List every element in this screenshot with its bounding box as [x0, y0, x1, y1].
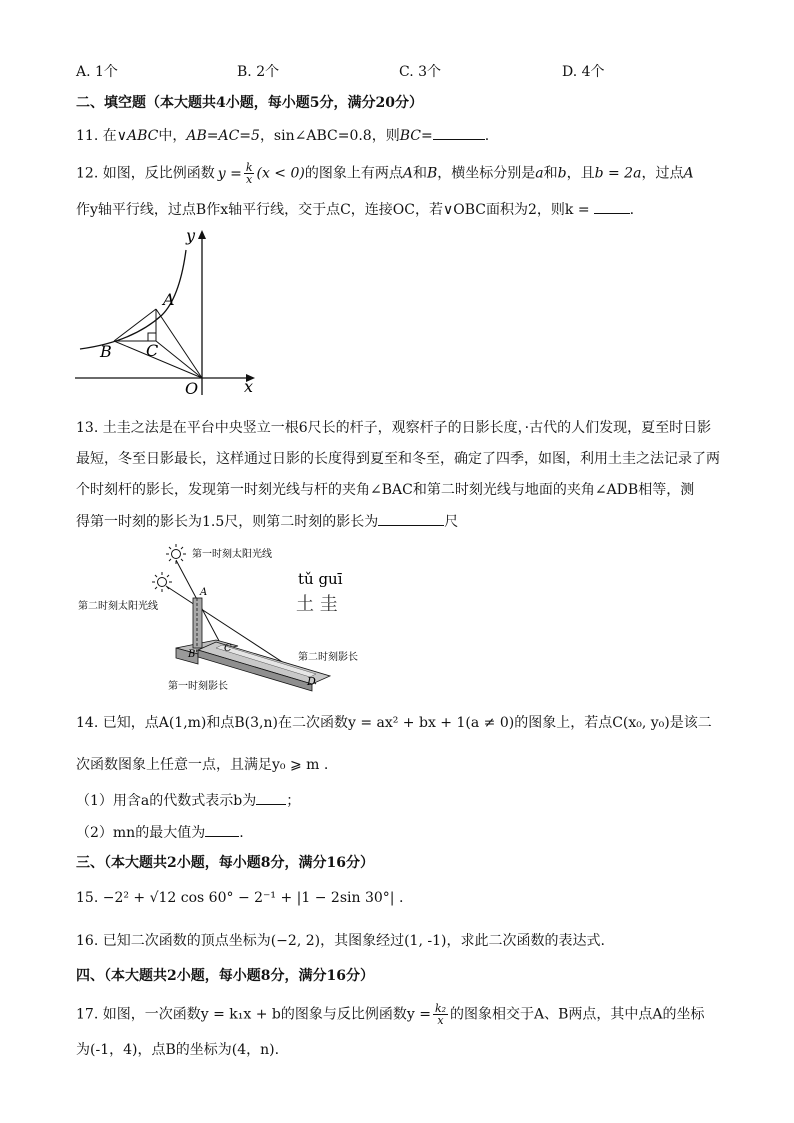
fig12-label-o: O — [185, 379, 199, 398]
q17-fraction — [433, 1003, 448, 1026]
figure-13 — [76, 536, 396, 701]
fig13-sun1-label: 第一时刻太阳光线 — [192, 549, 272, 560]
q17-frac-den: x — [437, 1014, 444, 1027]
q12-text-b: 的图象上有两点 — [304, 165, 403, 182]
q13-answer-blank[interactable] — [378, 511, 444, 526]
q11-mid2: ，sin∠ABC=0.8，则 — [259, 128, 400, 144]
q12-var-a: a — [535, 165, 544, 182]
q14-sub2-tail: . — [239, 825, 244, 841]
fig13-shadow2-label: 第二时刻影长 — [298, 652, 358, 663]
fig13-sun2-label: 第二时刻太阳光线 — [78, 601, 158, 612]
fig12-right-angle — [148, 333, 156, 341]
choice-c: C. 3个 — [399, 64, 442, 80]
q12-point-b: B — [426, 165, 438, 182]
question-13-line2: 最短，冬至日影最长，这样通过日影的长度得到夏至和冬至，确定了四季，如图，利用土圭之法记录了两 — [76, 451, 720, 467]
q14-sub1-blank[interactable] — [256, 790, 286, 805]
question-14-sub1 — [76, 790, 300, 811]
fig12-label-b: B — [100, 342, 112, 361]
question-13-line1: 13. 土圭之法是在平台中央竖立一根6尺长的杆子，观察杆子的日影长度，·古代的人们发现，夏至时日影 — [76, 420, 712, 436]
q12-text-e: ，过点 — [641, 165, 684, 182]
q12-equation: b = 2a — [594, 165, 642, 182]
fig12-label-c: C — [146, 341, 159, 360]
section-heading-4: 四、（本大题共2小题，每小题8分，满分16分） — [76, 968, 374, 984]
question-14-line1: 14. 已知，点A(1,m)和点B(3,n)在二次函数y = ax² + bx + 1(a ≠ 0)的图象上，若点C(x₀, y₀)是该二 — [76, 715, 712, 731]
question-17-line2: 为(-1，4)，点B的坐标为(4，n). — [76, 1042, 280, 1058]
q12-text-a: 12. 如图，反比例函数 — [76, 165, 215, 182]
fig13-label-a: A — [200, 587, 208, 598]
question-13-line3: 个时刻杆的影长，发现第一时刻光线与杆的夹角∠BAC和第二时刻光线与地面的夹角∠ADB相等，测 — [76, 482, 695, 498]
q12-and2: 和 — [543, 165, 558, 182]
question-16: 16. 已知二次函数的顶点坐标为(−2, 2)，其图象经过(1, -1)，求此二次函数的表达式. — [76, 933, 605, 949]
fig13-label-b: B' — [188, 649, 199, 660]
q17-text-a: 17. 如图，一次函数y = k₁x + b的图象与反比例函数y = — [76, 1006, 431, 1023]
section-heading-3: 三、（本大题共2小题，每小题8分，满分16分） — [76, 855, 374, 871]
q11-condition: AB=AC=5 — [186, 128, 260, 144]
q11-answer-blank[interactable] — [433, 125, 485, 140]
fig12-y-arrow — [198, 230, 206, 239]
q12-point-a2: A — [683, 165, 694, 182]
sun-2-icon — [152, 572, 172, 592]
choice-a: A. 1个 — [76, 64, 118, 80]
fig12-label-y: y — [186, 226, 196, 245]
q12-domain: (x < 0) — [256, 165, 305, 182]
q12-text-c: ，横坐标分别是 — [437, 165, 536, 182]
section-heading-fill-in: 二、填空题（本大题共4小题，每小题5分，满分20分） — [76, 95, 423, 111]
fig13-hanzi: 土 圭 — [296, 594, 338, 615]
q12-frac-num: k — [245, 161, 253, 174]
q11-prefix: 11. 在 — [76, 128, 117, 144]
q14-sub1-text: （1）用含a的代数式表示b为 — [76, 793, 257, 809]
q12-func-lhs: y = — [217, 165, 242, 182]
choice-d: D. 4个 — [562, 64, 605, 80]
fig12-label-x: x — [244, 377, 254, 396]
question-17-line1 — [76, 1003, 705, 1026]
question-11 — [76, 125, 489, 146]
q17-text-b: 的图象相交于A、B两点，其中点A的坐标 — [450, 1006, 705, 1023]
fig12-segment-oa — [156, 309, 202, 378]
q14-sub2-text: （2）mn的最大值为 — [76, 825, 206, 841]
choice-b: B. 2个 — [237, 64, 280, 80]
question-12-line1 — [76, 162, 694, 185]
question-12-line2 — [76, 199, 634, 220]
q12-point-a: A — [402, 165, 413, 182]
q12-fraction — [244, 162, 255, 185]
tugui-pole — [193, 598, 202, 648]
question-13-line4 — [76, 511, 458, 532]
fig12-segment-oc — [156, 341, 202, 378]
q12-var-b: b — [557, 165, 567, 182]
q14-sub2-blank[interactable] — [205, 822, 239, 837]
question-15: 15. −2² + √12 cos 60° − 2⁻¹ + |1 − 2sin 30°| . — [76, 890, 404, 906]
q12-and: 和 — [412, 165, 427, 182]
fig13-label-d: D — [307, 675, 316, 688]
question-14-line2: 次函数图象上任意一点，且满足y₀ ⩾ m . — [76, 757, 329, 773]
q12-answer-blank[interactable] — [594, 199, 630, 214]
q11-mid1: 中， — [158, 128, 187, 144]
q11-triangle: ∨ABC — [116, 128, 159, 144]
fig13-shadow1-label: 第一时刻影长 — [168, 681, 228, 692]
q12-frac-den: x — [246, 173, 253, 186]
q12-line2: 作y轴平行线，过点B作x轴平行线，交于点C，连接OC，若∨OBC面积为2，则k = — [76, 202, 590, 218]
q12-tail: . — [629, 202, 635, 218]
fig12-label-a: A — [163, 290, 175, 309]
figure-12 — [70, 225, 270, 400]
q12-text-d: ，且 — [566, 165, 595, 182]
q17-frac-num: k₂ — [434, 1002, 447, 1015]
q11-ask: BC= — [399, 128, 433, 144]
q14-sub1-tail: ； — [286, 793, 301, 809]
question-14-sub2 — [76, 822, 244, 843]
q11-tail: . — [484, 128, 490, 144]
fig13-label-c: C — [224, 643, 232, 654]
q13-unit: 尺 — [444, 514, 459, 530]
fig13-pinyin: tǔ guī — [298, 570, 343, 588]
q13-line4: 得第一时刻的影长为1.5尺，则第二时刻的影长为 — [76, 514, 379, 530]
